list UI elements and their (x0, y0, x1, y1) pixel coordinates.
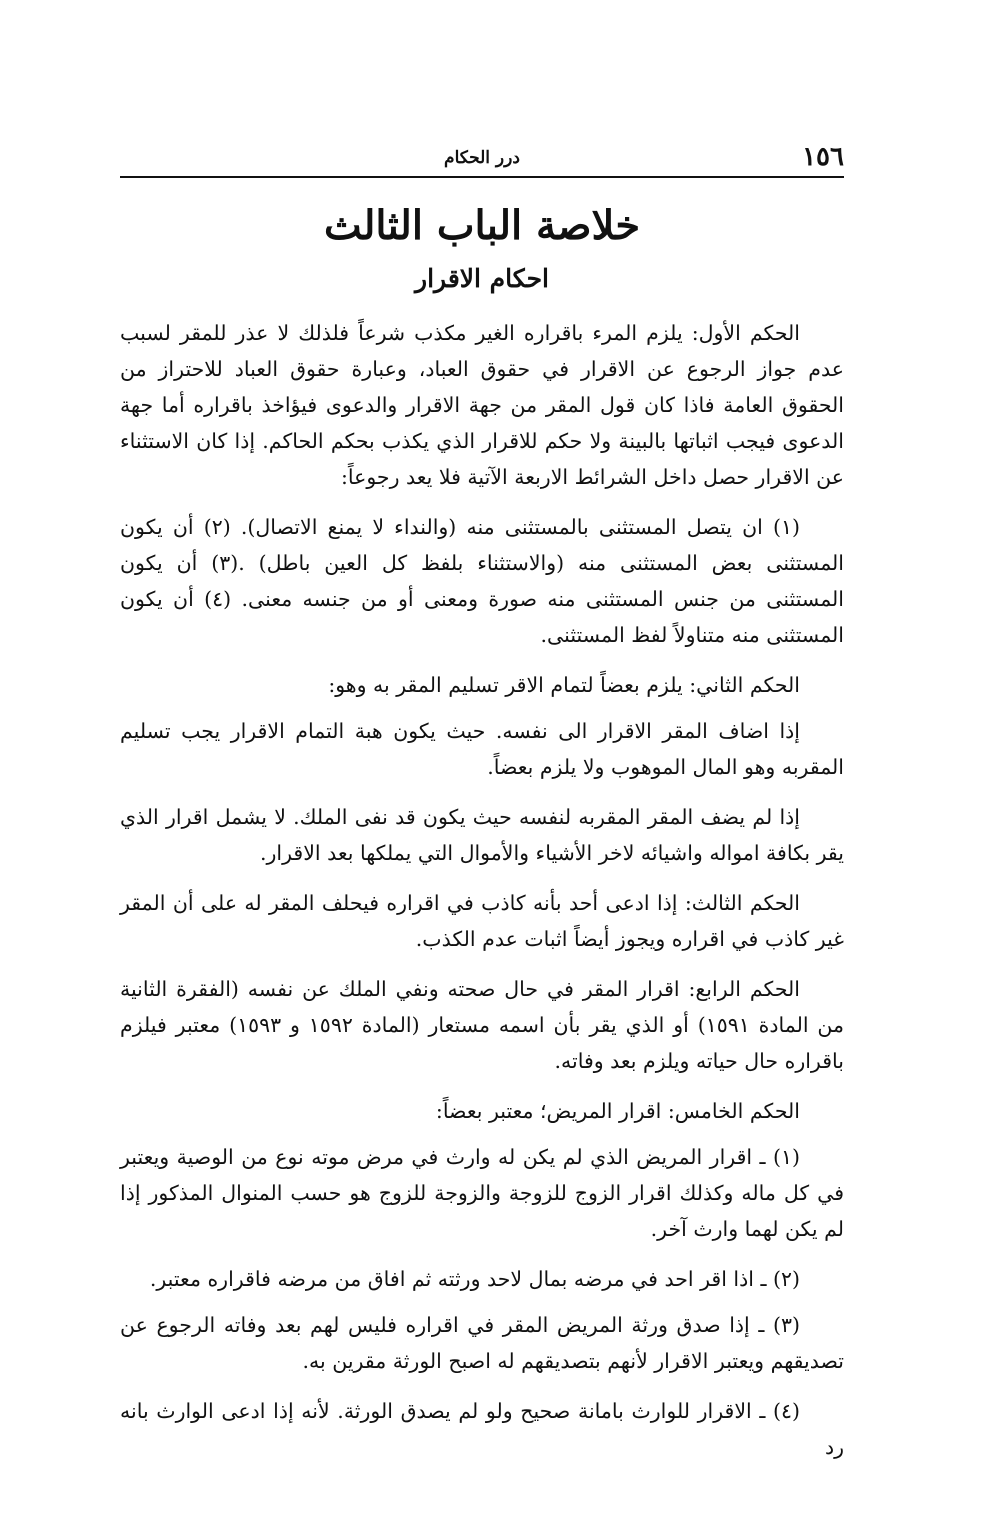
paragraph-ruling-5-item-1: (١) ـ اقرار المريض الذي لم يكن له وارث في مرض موته نوع من الوصية ويعتبر في كل ماله وكذلك اقرار الزوج للزوجة والزوجة للزوج هو حسب المنوال المذكور إذا لم يكن لهما وارث آخر. (120, 1145, 844, 1241)
paragraph-ruling-5-item-4: (٤) ـ الاقرار للوارث بامانة صحيح ولو لم يصدق الورثة. لأنه إذا ادعى الوارث بانه رد (120, 1399, 844, 1459)
running-title: درر الحكام (444, 148, 520, 168)
page-number: ١٥٦ (802, 142, 844, 172)
paragraph-ruling-4: الحكم الرابع: اقرار المقر في حال صحته ونفي الملك عن نفسه (الفقرة الثانية من المادة ١٥٩١) أو الذي يقر بأن اسمه مستعار (المادة ١٥٩٢ و ١٥٩٣) معتبر فيلزم باقراره حال حياته ويلزم بعد وفاته. (120, 977, 844, 1073)
paragraph-ruling-5-item-3: (٣) ـ إذا صدق ورثة المريض المقر في اقراره فليس لهم بعد وفاته الرجوع عن تصديقهم ويعتبر الاقرار لأنهم بتصديقهم له اصبح الورثة مقرين به. (120, 1313, 844, 1373)
paragraph-ruling-5-item-2: (٢) ـ اذا اقر احد في مرضه بمال لاحد ورثته ثم افاق من مرضه فاقراره معتبر. (149, 1267, 800, 1291)
paragraph-ruling-2: الحكم الثاني: يلزم بعضاً لتمام الاقر تسليم المقر به وهو: (328, 673, 800, 697)
document-page (120, 140, 844, 1479)
paragraph-exception-conditions: (١) ان يتصل المستثنى بالمستثنى منه (والنداء لا يمنع الاتصال). (٢) أن يكون المستثنى بعض المستثنى منه (والاستثناء بلفظ كل العين باطل) .(٣) أن يكون المستثنى من جنس المستثنى منه صورة ومعنى أو من جنسه معنى. (٤) أن يكون المستثنى منه متناولاً لفظ المستثنى. (120, 515, 845, 647)
paragraph-ruling-5: الحكم الخامس: اقرار المريض؛ معتبر بعضاً: (435, 1099, 800, 1123)
paragraph-ruling-2-case-b: إذا لم يضف المقر المقربه لنفسه حيث يكون قد نفى الملك. لا يشمل اقرار الذي يقر بكافة امواله واشيائه لاخر الأشياء والأموال التي يملكها بعد الاقرار. (120, 805, 844, 865)
chapter-title: خلاصة الباب الثالث (323, 202, 641, 249)
section-title: احكام الاقرار (415, 264, 549, 293)
running-header (120, 140, 844, 178)
paragraph-ruling-3: الحكم الثالث: إذا ادعى أحد بأنه كاذب في اقراره فيحلف المقر له على أن المقر غير كاذب في اقراره ويجوز أيضاً اثبات عدم الكذب. (120, 891, 844, 951)
paragraph-ruling-2-case-a: إذا اضاف المقر الاقرار الى نفسه. حيث يكون هبة التمام الاقرار يجب تسليم المقربه وهو المال الموهوب ولا يلزم بعضاً. (120, 719, 844, 779)
paragraph-ruling-1: الحكم الأول: يلزم المرء باقراره الغير مكذب شرعاً فلذلك لا عذر للمقر لسبب عدم جواز الرجوع عن الاقرار في حقوق العباد، وعبارة حقوق العباد للاحتراز من الحقوق العامة فاذا كان قول المقر من جهة الاقرار والدعوى فيؤاخذ باقراره أما جهة الدعوى فيجب اثباتها بالبينة ولا حكم للاقرار الذي يكذب بحكم الحاكم. إذا كان الاستثناء عن الاقرار حصل داخل الشرائط الاربعة الآتية فلا يعد رجوعاً: (120, 321, 844, 489)
